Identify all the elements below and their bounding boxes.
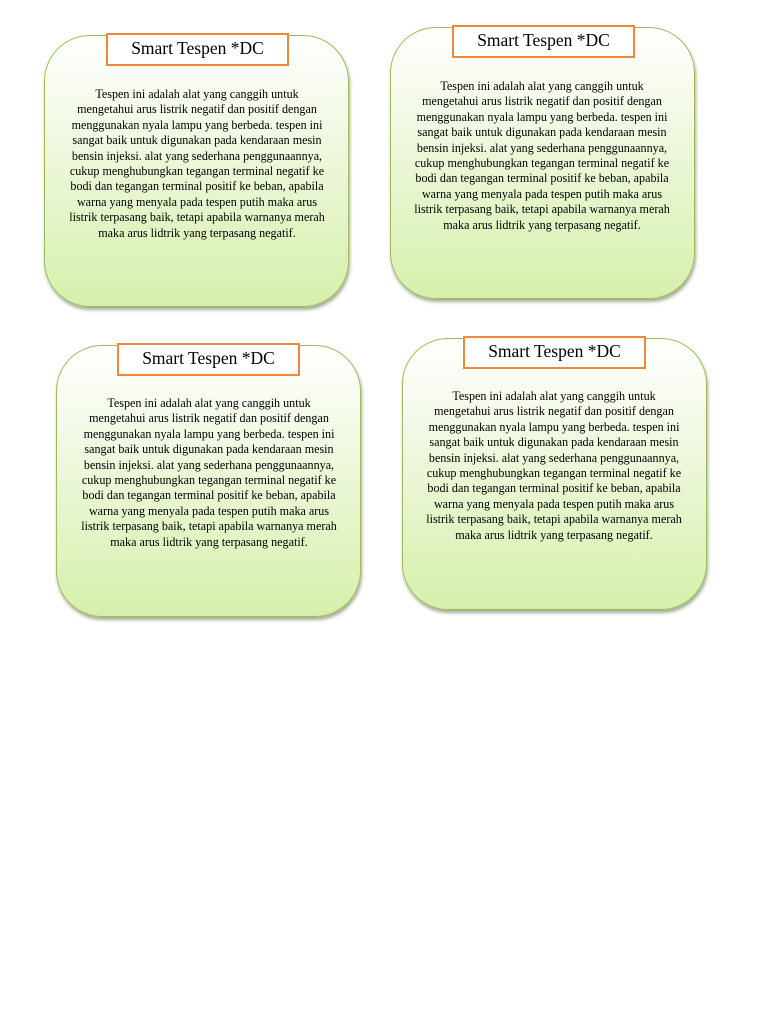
card-3-body: Tespen ini adalah alat yang canggih untuk mengetahui arus listrik negatif dan positif dengan menggunakan nyala lampu yang berbeda. tespen ini sangat baik untuk digunakan pada kendaraan mesin bensin injeksi. alat yang sederhana penggunaannya, cukup menghubungkan tegangan terminal negatif ke bodi dan tegangan terminal positif ke beban, apabila warna yang menyala pada tespen putih maka arus listrik terpasang baik, tetapi apabila warnanya merah maka arus lidtrik yang terpasang negatif.: [81, 396, 337, 549]
card-4-title: Smart Tespen *DC: [463, 336, 646, 369]
card-4-body: Tespen ini adalah alat yang canggih untuk mengetahui arus listrik negatif dan positif dengan menggunakan nyala lampu yang berbeda. tespen ini sangat baik untuk digunakan pada kendaraan mesin bensin injeksi. alat yang sederhana penggunaannya, cukup menghubungkan tegangan terminal negatif ke bodi dan tegangan terminal positif ke beban, apabila warna yang menyala pada tespen putih maka arus listrik terpasang baik, tetapi apabila warnanya merah maka arus lidtrik yang terpasang negatif.: [426, 389, 682, 542]
card-1-body: Tespen ini adalah alat yang canggih untuk mengetahui arus listrik negatif dan positif dengan menggunakan nyala lampu yang berbeda. tespen ini sangat baik untuk digunakan pada kendaraan mesin bensin injeksi. alat yang sederhana penggunaannya, cukup menghubungkan tegangan terminal negatif ke bodi dan tegangan terminal positif ke beban, apabila warna yang menyala pada tespen putih maka arus listrik terpasang baik, tetapi apabila warnanya merah maka arus lidtrik yang terpasang negatif.: [69, 87, 325, 240]
card-3-title: Smart Tespen *DC: [117, 343, 300, 376]
card-1-title: Smart Tespen *DC: [106, 33, 289, 66]
card-2-title: Smart Tespen *DC: [452, 25, 635, 58]
card-2-body: Tespen ini adalah alat yang canggih untuk mengetahui arus listrik negatif dan positif dengan menggunakan nyala lampu yang berbeda. tespen ini sangat baik untuk digunakan pada kendaraan mesin bensin injeksi. alat yang sederhana penggunaannya, cukup menghubungkan tegangan terminal negatif ke bodi dan tegangan terminal positif ke beban, apabila warna yang menyala pada tespen putih maka arus listrik terpasang baik, tetapi apabila warnanya merah maka arus lidtrik yang terpasang negatif.: [414, 79, 670, 232]
